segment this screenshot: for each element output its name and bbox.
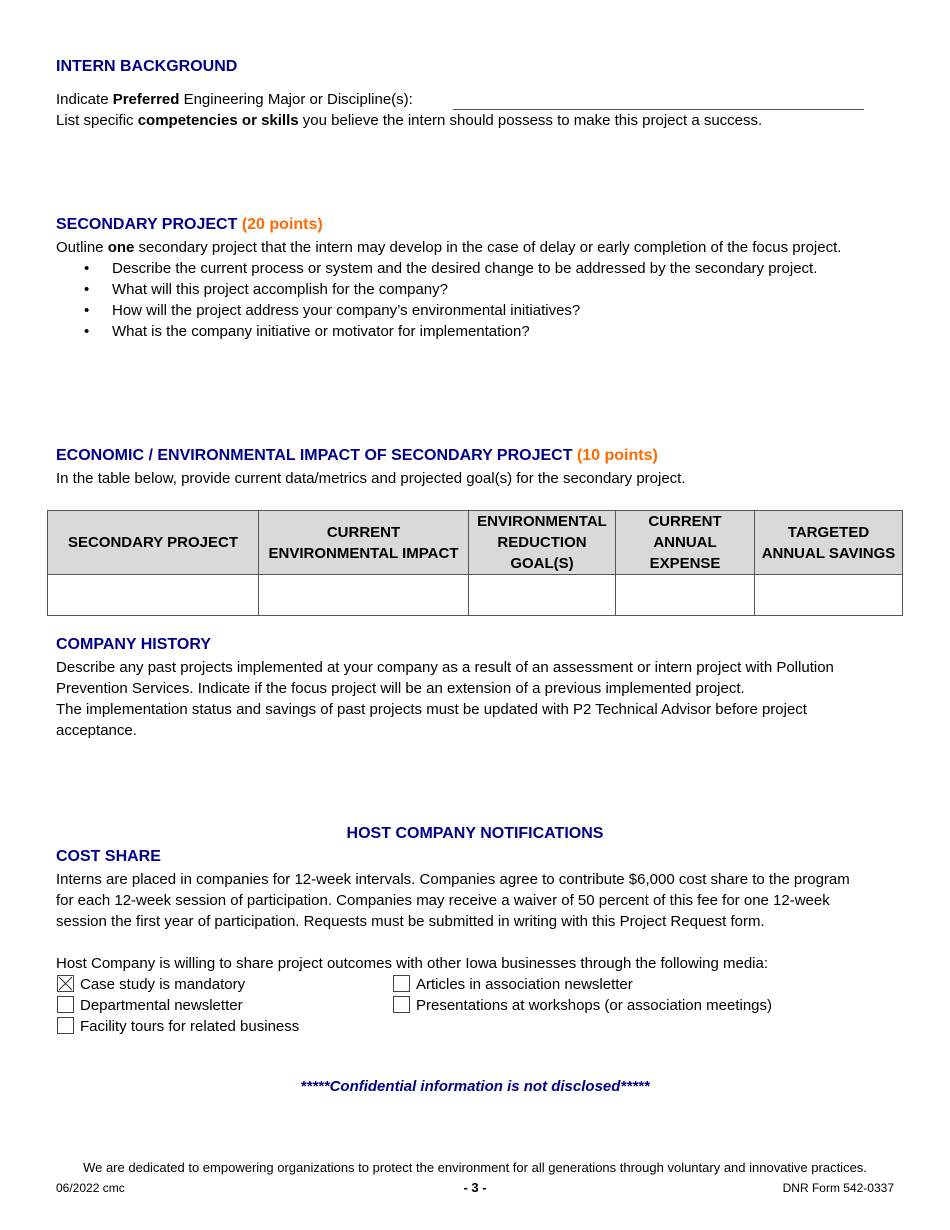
secondary-project-outline: Outline one secondary project that the intern may develop in the case of delay or early completion of the focus project. <box>56 239 842 256</box>
col-current-annual-expense: CURRENT ANNUAL EXPENSE <box>616 511 755 575</box>
association-newsletter-label: Articles in association newsletter <box>416 976 633 993</box>
cost-share-heading: COST SHARE <box>56 848 161 865</box>
preferred-major-label: Indicate Preferred Engineering Major or Discipline(s): <box>56 91 413 108</box>
cost-share-line: for each 12-week session of participation. Companies may receive a waiver of 50 percent of this fee for one 12-week <box>56 892 830 909</box>
bullet-item: • How will the project address your company’s environmental initiatives? <box>84 302 581 319</box>
facility-tours-checkbox[interactable] <box>57 1017 74 1034</box>
company-history-line: Prevention Services. Indicate if the focus project will be an extension of a previous implemented project. <box>56 680 745 697</box>
annual-savings-cell[interactable] <box>755 575 903 616</box>
annual-expense-cell[interactable] <box>616 575 755 616</box>
impact-intro: In the table below, provide current data/metrics and projected goal(s) for the secondary project. <box>56 470 686 487</box>
impact-points: (10 points) <box>576 447 658 464</box>
col-environmental-reduction-goals: ENVIRONMENTAL REDUCTION GOAL(S) <box>469 511 616 575</box>
col-targeted-annual-savings: TARGETED ANNUAL SAVINGS <box>755 511 903 575</box>
company-history-line: The implementation status and savings of past projects must be updated with P2 Technical Advisor before project <box>56 701 807 718</box>
company-history-heading: COMPANY HISTORY <box>56 636 211 653</box>
case-study-checkbox[interactable] <box>57 975 74 992</box>
secondary-project-cell[interactable] <box>48 575 259 616</box>
bullet-icon: • <box>84 302 90 319</box>
departmental-newsletter-checkbox[interactable] <box>57 996 74 1013</box>
bullet-icon: • <box>84 323 90 340</box>
current-impact-cell[interactable] <box>259 575 469 616</box>
host-company-notifications-heading: HOST COMPANY NOTIFICATIONS <box>346 825 604 842</box>
impact-table-header <box>48 511 903 575</box>
departmental-newsletter-label: Departmental newsletter <box>80 997 243 1014</box>
bullet-item: • What is the company initiative or motivator for implementation? <box>84 323 530 340</box>
bullet-icon: • <box>84 281 90 298</box>
confidential-notice: *****Confidential information is not disclosed***** <box>300 1078 650 1095</box>
col-secondary-project: SECONDARY PROJECT <box>48 511 259 575</box>
impact-heading: ECONOMIC / ENVIRONMENTAL IMPACT OF SECONDARY PROJECT (10 points) <box>56 447 658 464</box>
bullet-item: • What will this project accomplish for the company? <box>84 281 448 298</box>
footer-mission: We are dedicated to empowering organizations to protect the environment for all generations through voluntary and innovative practices. <box>83 1160 867 1175</box>
checkmark-x-icon <box>58 976 73 991</box>
bullet-item: • Describe the current process or system and the desired change to be addressed by the secondary project. <box>84 260 818 277</box>
company-history-line: acceptance. <box>56 722 137 739</box>
media-intro: Host Company is willing to share project outcomes with other Iowa businesses through the following media: <box>56 955 769 972</box>
secondary-project-heading: SECONDARY PROJECT (20 points) <box>56 216 323 233</box>
cost-share-line: Interns are placed in companies for 12-week intervals. Companies agree to contribute $6,000 cost share to the program <box>56 871 850 888</box>
col-current-environmental-impact: CURRENT ENVIRONMENTAL IMPACT <box>259 511 469 575</box>
intern-background-heading: INTERN BACKGROUND <box>56 58 238 75</box>
case-study-label: Case study is mandatory <box>80 976 246 993</box>
impact-table <box>47 510 903 616</box>
facility-tours-label: Facility tours for related business <box>80 1018 300 1035</box>
reduction-goal-cell[interactable] <box>469 575 616 616</box>
company-history-line: Describe any past projects implemented at your company as a result of an assessment or intern project with Pollution <box>56 659 834 676</box>
presentations-checkbox[interactable] <box>393 996 410 1013</box>
association-newsletter-checkbox[interactable] <box>393 975 410 992</box>
footer-form-number: DNR Form 542-0337 <box>782 1181 894 1195</box>
impact-table-row <box>48 575 903 616</box>
presentations-label: Presentations at workshops (or association meetings) <box>416 997 773 1014</box>
cost-share-line: session the first year of participation. Requests must be submitted in writing with this Project Request form. <box>56 913 765 930</box>
secondary-project-points: (20 points) <box>241 216 323 233</box>
footer-date: 06/2022 cmc <box>56 1181 125 1195</box>
secondary-project-bullets <box>56 258 817 342</box>
skills-instruction: List specific competencies or skills you believe the intern should possess to make this project a success. <box>56 112 763 129</box>
bullet-icon: • <box>84 260 90 277</box>
page-number: - 3 - <box>463 1180 487 1195</box>
